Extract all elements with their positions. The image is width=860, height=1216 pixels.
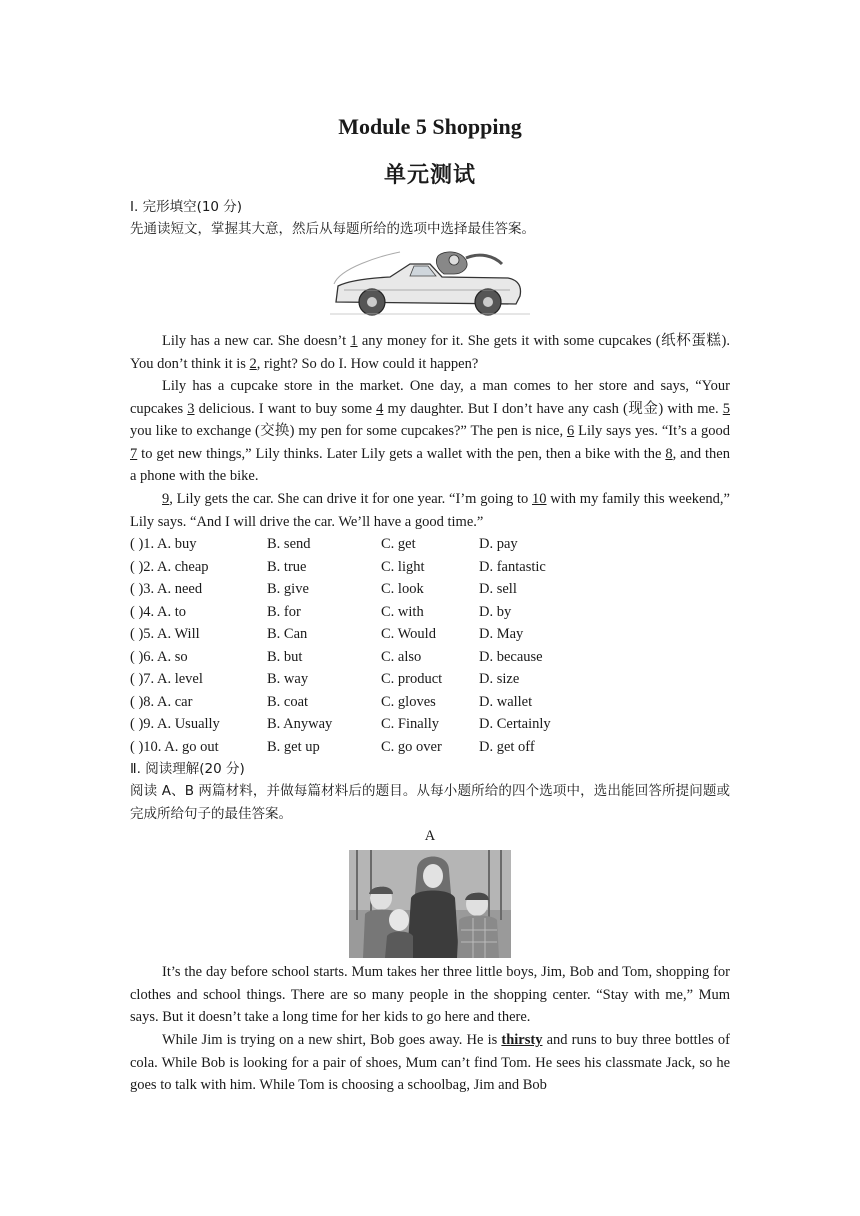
page-title: Module 5 Shopping [338, 114, 522, 139]
option-b: B. way [267, 671, 309, 687]
option-d: D. because [479, 648, 543, 665]
section1-instruction: 先通读短文，掌握其大意，然后从每题所给的选项中选择最佳答案。 [130, 221, 535, 237]
blank-10: 10 [532, 491, 547, 507]
question-number-option-a: ( )1. A. buy [130, 536, 197, 552]
option-c: C. get [381, 536, 416, 552]
option-c: C. also [381, 648, 422, 665]
section2-instruction: 阅读 A、B 两篇材料，并做每篇材料后的题目。从每小题所给的四个选项中，选出能回答所提问题或完成所给句子的最佳答案。 [130, 783, 730, 822]
option-c: C. product [381, 671, 443, 687]
section2-heading: Ⅱ. 阅读理解(20 分) [130, 761, 245, 777]
question-number-option-a: ( )4. A. to [130, 603, 186, 620]
question-row [130, 691, 730, 713]
blank-2: 2 [249, 355, 257, 372]
question-row [130, 623, 730, 645]
option-c: C. go over [381, 738, 442, 755]
cloze-paragraph-2: Lily has a cupcake store in the market. One day, a man comes to her store and says, “Your cupcakes 3 delicious. I want to buy some 4 my daughter. But I don’t have any cash (现金) with me. 5 you like to exchange (交换) my pen for some cupcakes?” The pen is nice, 6 Lily says yes. “It’s a good 7 to get new things,” Lily thinks. Later Lily gets a wallet with the pen, then a bike with the 8, and then a phone with the bike. [130, 378, 730, 484]
question-row [130, 736, 730, 758]
option-c: C. Would [381, 626, 436, 642]
option-b: B. send [267, 536, 311, 552]
reading-paragraph-1: It’s the day before school starts. Mum takes her three little boys, Jim, Bob and Tom, shopping for clothes and school things. There are so many people in the shopping center. “Stay with me,” Mum says. But it doesn’t take a long time for her kids to go here and there. [130, 964, 730, 1025]
question-number-option-a: ( )2. A. cheap [130, 558, 209, 575]
question-number-option-a: ( )8. A. car [130, 693, 193, 710]
reading-paragraph-2: While Jim is trying on a new shirt, Bob goes away. He is thirsty and runs to buy three bottles of cola. While Bob is looking for a pair of shoes, Mum can’t find Tom. He sees his classmate Jack, so he goes to talk with him. While Tom is choosing a schoolbag, Jim and Bob [130, 1032, 730, 1093]
option-c: C. look [381, 581, 424, 597]
option-d: D. wallet [479, 693, 533, 710]
cloze-paragraph-1: Lily has a new car. She doesn’t 1 any money for it. She gets it with some cupcakes (纸杯蛋糕). You don’t think it is 2, right? So do I. How could it happen? [130, 333, 730, 372]
blank-9: 9 [162, 491, 170, 507]
question-row [130, 646, 730, 668]
option-b: B. give [267, 581, 309, 597]
option-c: C. with [381, 603, 424, 620]
key-word-thirsty: thirsty [501, 1032, 543, 1048]
blank-8: 8 [665, 445, 673, 462]
page-subtitle: 单元测试 [383, 163, 476, 188]
blank-1: 1 [350, 333, 358, 349]
option-d: D. size [479, 671, 520, 687]
question-number-option-a: ( )9. A. Usually [130, 716, 220, 732]
blank-6: 6 [566, 423, 575, 439]
option-c: C. light [381, 558, 425, 575]
option-d: D. sell [479, 581, 517, 597]
option-d: D. May [479, 626, 524, 642]
question-row [130, 578, 730, 600]
question-row [130, 556, 730, 578]
question-row [130, 601, 730, 623]
blank-5: 5 [722, 400, 730, 417]
car-illustration [330, 244, 530, 322]
option-d: D. Certainly [479, 716, 551, 732]
question-number-option-a: ( )10. A. go out [130, 738, 219, 755]
option-c: C. gloves [381, 693, 436, 710]
option-d: D. by [479, 603, 512, 620]
option-b: B. Anyway [267, 716, 333, 732]
passage-label-a: A [424, 828, 436, 844]
blank-7: 7 [130, 445, 138, 462]
family-photo [349, 850, 511, 958]
question-row [130, 668, 730, 690]
question-number-option-a: ( )5. A. Will [130, 626, 200, 642]
blank-3: 3 [187, 400, 195, 417]
option-b: B. true [267, 558, 307, 575]
option-b: B. coat [267, 693, 309, 710]
option-b: B. but [267, 648, 303, 665]
section1-heading: Ⅰ. 完形填空(10 分) [130, 199, 243, 215]
option-b: B. get up [267, 738, 320, 755]
option-d: D. pay [479, 536, 518, 552]
option-b: B. for [267, 603, 301, 620]
option-d: D. get off [479, 738, 535, 755]
question-number-option-a: ( )6. A. so [130, 648, 188, 665]
option-b: B. Can [267, 626, 308, 642]
question-row [130, 713, 730, 735]
option-c: C. Finally [381, 716, 440, 732]
option-d: D. fantastic [479, 558, 546, 575]
question-number-option-a: ( )7. A. level [130, 671, 203, 687]
question-number-option-a: ( )3. A. need [130, 581, 203, 597]
cloze-paragraph-3: 9, Lily gets the car. She can drive it for one year. “I’m going to 10 with my family this weekend,” Lily says. “And I will drive the car. We’ll have a good time.” [130, 491, 730, 530]
blank-4: 4 [376, 400, 384, 417]
question-row [130, 533, 730, 555]
